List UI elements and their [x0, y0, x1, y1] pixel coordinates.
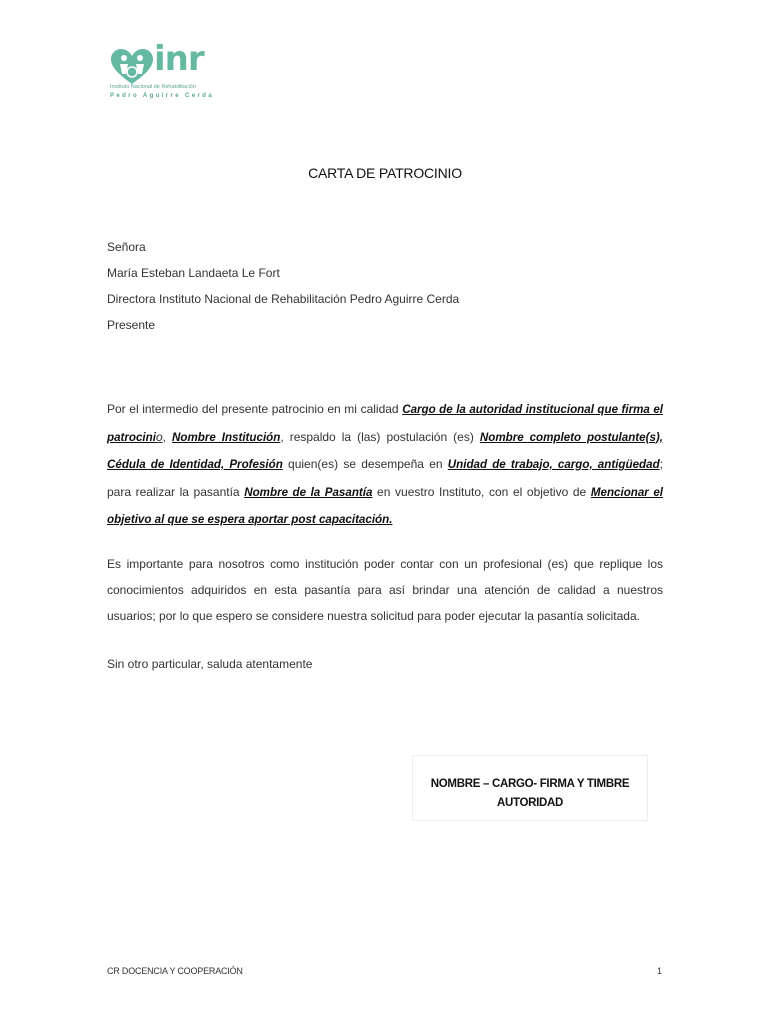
page-number: 1	[657, 966, 663, 976]
logo-heart-icon	[110, 48, 154, 86]
text: o	[155, 429, 163, 444]
placeholder-institution-name: Nombre Institución	[172, 430, 281, 444]
recipient-block	[107, 234, 459, 338]
salutation: Señora	[107, 240, 146, 254]
placeholder-objective: Mencionar el objetivo al que se espera aportar post capacitación.	[107, 485, 663, 526]
signature-line-2: AUTORIDAD	[496, 797, 564, 809]
recipient-name: María Esteban Landaeta Le Fort	[107, 266, 280, 280]
document-title: CARTA DE PATROCINIO	[308, 165, 462, 181]
body-paragraph-1	[107, 396, 663, 534]
placeholder-authority-role: Cargo de la autoridad institucional que firma el patrocini	[107, 403, 664, 444]
text: en vuestro Instituto, con el objetivo de	[372, 484, 591, 499]
recipient-closing: Presente	[107, 318, 156, 332]
inr-logo	[110, 39, 220, 106]
logo-wordmark: inr	[154, 39, 204, 79]
text: ; para realizar la pasantía	[107, 457, 663, 499]
placeholder-work-unit: Unidad de trabajo, cargo, antigüedad	[447, 458, 660, 471]
text: ,	[162, 429, 173, 444]
text: Por el intermedio del presente patrocinio en mi calidad	[107, 402, 403, 416]
signature-line-1: NOMBRE – CARGO- FIRMA Y TIMBRE	[430, 778, 630, 790]
footer-department: CR DOCENCIA Y COOPERACIÓN	[107, 966, 243, 976]
recipient-role: Directora Instituto Nacional de Rehabilitación Pedro Aguirre Cerda	[107, 292, 460, 306]
body-paragraph-2: Es importante para nosotros como institución poder contar con un profesional (es) que replique los conocimientos adquiridos en esta pasantía para así brindar una atención de calidad a nuestros usuarios; por lo que espero se considere nuestra solicitud para poder ejecutar la pasantía solicitada.	[107, 557, 663, 623]
text: , respaldo la (las) postulación (es)	[280, 429, 480, 444]
logo-subtitle: Instituto Nacional de Rehabilitación	[110, 84, 196, 90]
placeholder-applicant-details: Nombre completo postulante(s), Cédula de Identidad, Profesión	[107, 430, 664, 471]
text: quien(es) se desempeña en	[282, 457, 448, 471]
logo-subtitle-name: Pedro Aguirre Cerda	[110, 93, 215, 99]
body-paragraph-3: Sin otro particular, saluda atentamente	[107, 657, 313, 671]
placeholder-internship-name: Nombre de la Pasantía	[244, 485, 373, 499]
signature-box	[412, 755, 648, 821]
